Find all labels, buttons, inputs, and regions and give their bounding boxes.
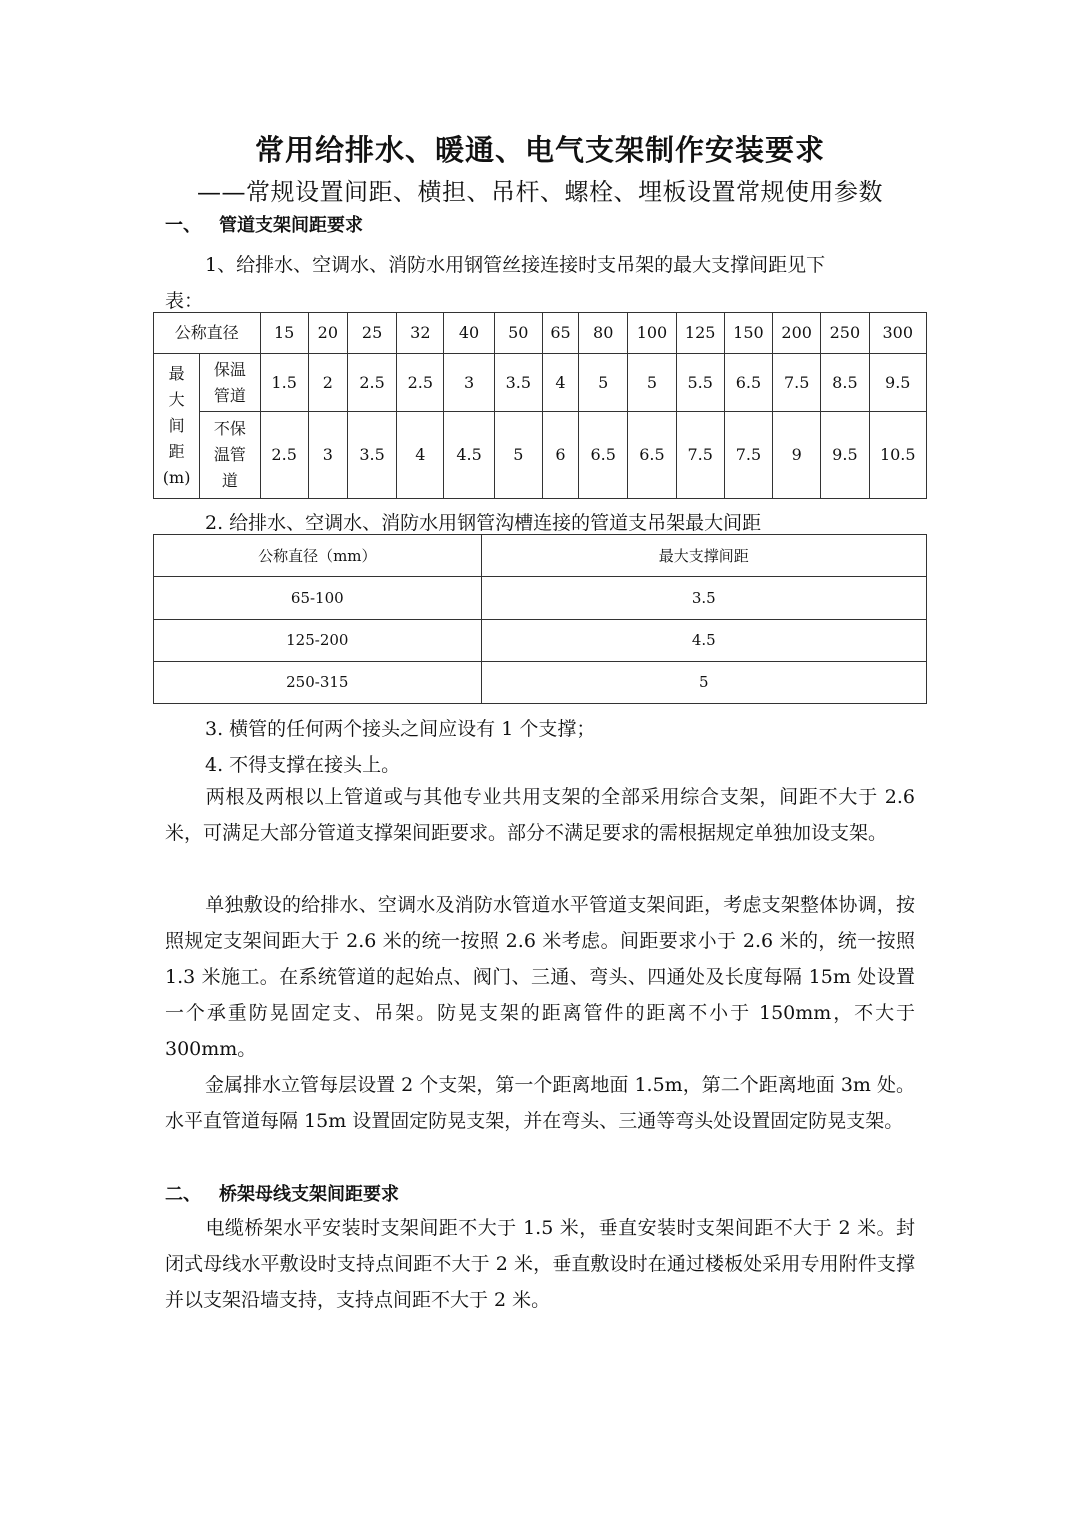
table1-value-cell: 8.5 — [821, 354, 869, 412]
table1-value-cell: 2 — [308, 354, 347, 412]
table2-header-cell: 公称直径（mm） — [154, 535, 482, 577]
table1-value-cell: 5 — [494, 412, 542, 499]
table1-size-cell: 65 — [542, 313, 578, 354]
section-2-number: 二、 — [165, 1184, 201, 1205]
table1-value-cell: 3.5 — [494, 354, 542, 412]
section-1-paragraph-1-line-1: 1、给排水、空调水、消防水用钢管丝接连接时支吊架的最大支撑间距见下 — [205, 254, 826, 276]
page-title: 常用给排水、暖通、电气支架制作安装要求 — [254, 133, 825, 167]
table1-value-cell: 10.5 — [869, 412, 926, 499]
table2-row — [154, 661, 927, 703]
table1-value-cell: 2.5 — [397, 354, 444, 412]
table1-value-cell: 9 — [773, 412, 821, 499]
section-2-title: 桥架母线支架间距要求 — [219, 1184, 399, 1205]
table1-value-cell: 6.5 — [628, 412, 676, 499]
table1-size-cell: 200 — [773, 313, 821, 354]
table1-insulated-row — [154, 354, 927, 412]
table2-header-cell: 最大支撑间距 — [481, 535, 926, 577]
section-1-number: 一、 — [165, 215, 201, 236]
table1-value-cell: 2.5 — [347, 354, 396, 412]
table2-cell: 65-100 — [154, 577, 482, 619]
table1-uninsulated-row — [154, 412, 927, 499]
table1-value-cell: 4.5 — [444, 412, 494, 499]
table1-value-cell: 5 — [579, 354, 628, 412]
table1-size-cell: 150 — [724, 313, 772, 354]
table2-cell: 250-315 — [154, 661, 482, 703]
section-1-paragraph-4: 4. 不得支撑在接头上。 — [205, 754, 401, 776]
table1-value-cell: 2.5 — [260, 412, 308, 499]
table2-header-row — [154, 535, 927, 577]
section-1-paragraph-7: 金属排水立管每层设置 2 个支架，第一个距离地面 1.5m，第二个距离地面 3m 处。水平直管道每隔 15m 设置固定防晃支架，并在弯头、三通等弯头处设置固定防晃支架。 — [165, 1074, 915, 1132]
table1-size-cell: 15 — [260, 313, 308, 354]
table1-size-cell: 20 — [308, 313, 347, 354]
table2-cell: 125-200 — [154, 619, 482, 661]
table1-size-cell: 100 — [628, 313, 676, 354]
table1-value-cell: 3.5 — [347, 412, 396, 499]
section-1-heading — [165, 211, 363, 237]
table1-value-cell: 5 — [628, 354, 676, 412]
section-1-paragraph-1-line-2: 表： — [165, 290, 204, 312]
section-2-paragraph-1: 电缆桥架水平安装时支架间距不大于 1.5 米，垂直安装时支架间距不大于 2 米。封闭式母线水平敷设时支持点间距不大于 2 米，垂直敷设时在通过楼板处采用专用附件支撑并以支架沿墙支持，支持点间距不大于 2 米。 — [165, 1217, 915, 1311]
section-1-paragraph-2: 2. 给排水、空调水、消防水用钢管沟槽连接的管道支吊架最大间距 — [205, 512, 762, 534]
table1-value-cell: 4 — [542, 354, 578, 412]
table1-value-cell: 4 — [397, 412, 444, 499]
table1-uninsulated-label: 不保 温管 道 — [200, 412, 260, 499]
table2-row — [154, 577, 927, 619]
section-1-paragraph-3: 3. 横管的任何两个接头之间应设有 1 个支撑； — [205, 718, 596, 740]
table2-cell: 5 — [481, 661, 926, 703]
table1-value-cell: 7.5 — [773, 354, 821, 412]
table1-size-cell: 40 — [444, 313, 494, 354]
table2-row — [154, 619, 927, 661]
table1-size-cell: 32 — [397, 313, 444, 354]
table1-header-row — [154, 313, 927, 354]
table2-cell: 4.5 — [481, 619, 926, 661]
table1-value-cell: 6.5 — [724, 354, 772, 412]
table1-value-cell: 3 — [308, 412, 347, 499]
table1-row-group-label: 最 大 间 距 (m) — [154, 354, 200, 499]
table1-size-cell: 80 — [579, 313, 628, 354]
table1-header-label: 公称直径 — [154, 313, 261, 354]
table1-value-cell: 1.5 — [260, 354, 308, 412]
section-2-heading — [165, 1180, 399, 1206]
threaded-pipe-spacing-table — [153, 312, 927, 499]
table1-size-cell: 300 — [869, 313, 926, 354]
table2-cell: 3.5 — [481, 577, 926, 619]
page-subtitle: ——常规设置间距、横担、吊杆、螺栓、埋板设置常规使用参数 — [197, 178, 883, 206]
table1-size-cell: 25 — [347, 313, 396, 354]
table1-insulated-label: 保温 管道 — [200, 354, 260, 412]
table1-value-cell: 6.5 — [579, 412, 628, 499]
table1-value-cell: 7.5 — [724, 412, 772, 499]
section-1-title: 管道支架间距要求 — [219, 215, 363, 236]
table1-value-cell: 9.5 — [821, 412, 869, 499]
section-1-paragraph-5: 两根及两根以上管道或与其他专业共用支架的全部采用综合支架，间距不大于 2.6 米，可满足大部分管道支撑架间距要求。部分不满足要求的需根据规定单独加设支架。 — [165, 786, 915, 844]
table1-value-cell: 6 — [542, 412, 578, 499]
table1-size-cell: 125 — [676, 313, 724, 354]
grooved-pipe-spacing-table — [153, 534, 927, 704]
table1-size-cell: 250 — [821, 313, 869, 354]
table1-value-cell: 5.5 — [676, 354, 724, 412]
table1-value-cell: 7.5 — [676, 412, 724, 499]
table1-size-cell: 50 — [494, 313, 542, 354]
table1-value-cell: 3 — [444, 354, 494, 412]
section-1-paragraph-6: 单独敷设的给排水、空调水及消防水管道水平管道支架间距，考虑支架整体协调，按照规定支架间距大于 2.6 米的统一按照 2.6 米考虑。间距要求小于 2.6 米的，统一按照 1.3 米施工。在系统管道的起始点、阀门、三通、弯头、四通处及长度每隔 15m 处设置一个承重防晃固定支、吊架。防晃支架的距离管件的距离不小于 150mm，不大于 300mm。 — [165, 894, 915, 1060]
table1-value-cell: 9.5 — [869, 354, 926, 412]
